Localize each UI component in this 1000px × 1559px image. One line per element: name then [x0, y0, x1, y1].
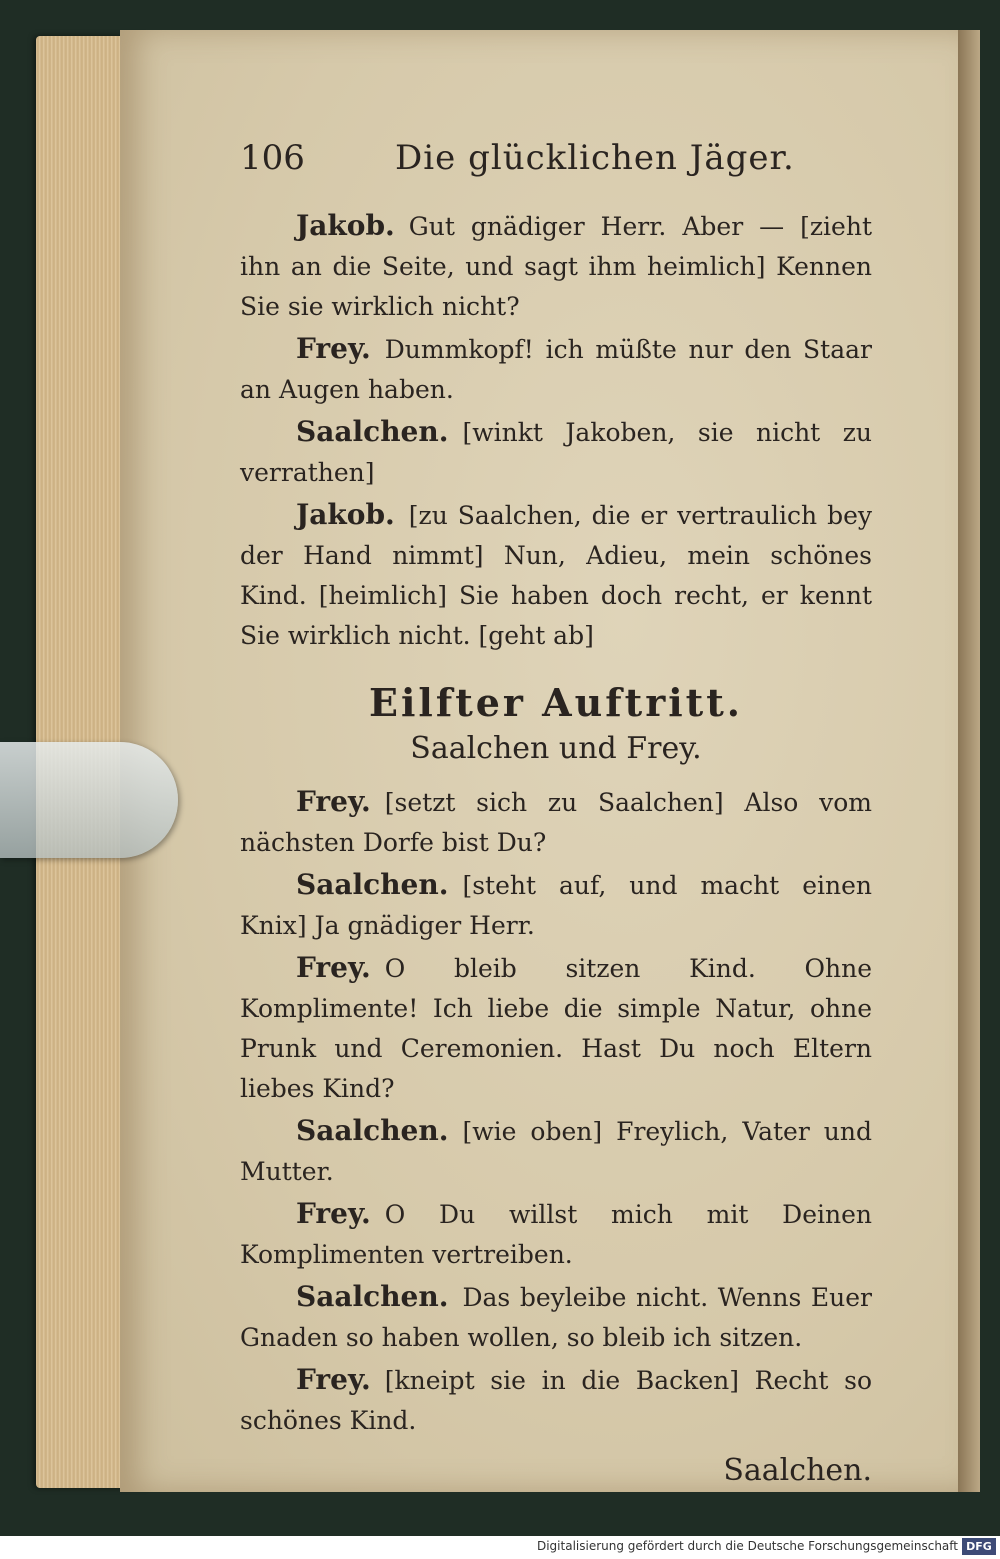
dfg-logo: DFG — [962, 1538, 996, 1555]
dialogue-text: [zu Saalchen, die er vertraulich bey der Hand nimmt] Nun, Adieu, mein schönes Kind. [heimlich] Sie haben doch recht, er kennt Sie wirklich nicht. [geht ab] — [240, 501, 872, 650]
page-clip — [0, 742, 178, 858]
dialogue-paragraph — [240, 1277, 872, 1358]
page-number: 106 — [240, 138, 305, 178]
dialogue-part-2 — [240, 782, 872, 1441]
dialogue-part-1 — [240, 206, 872, 656]
speaker-name: Saalchen. — [296, 415, 449, 448]
speaker-name: Frey. — [296, 785, 371, 818]
speaker-name: Jakob. — [296, 209, 395, 242]
dialogue-text: [setzt sich zu Saalchen] Also vom nächsten Dorfe bist Du? — [240, 788, 872, 857]
scene-title: Eilfter Auftritt. — [369, 680, 743, 725]
page-header — [240, 130, 872, 190]
dialogue-paragraph — [240, 865, 872, 946]
dialogue-paragraph — [240, 495, 872, 656]
speaker-name: Frey. — [296, 951, 371, 984]
speaker-name: Saalchen. — [296, 1280, 449, 1313]
speaker-name: Frey. — [296, 1197, 371, 1230]
speaker-name: Frey. — [296, 1363, 371, 1396]
running-head: Die glücklichen Jäger. — [395, 138, 795, 178]
dialogue-text: [kneipt sie in die Backen] Recht so schönes Kind. — [240, 1366, 872, 1435]
dialogue-paragraph — [240, 206, 872, 327]
dialogue-paragraph — [240, 412, 872, 493]
page-text — [240, 130, 872, 1488]
dialogue-text: Das beyleibe nicht. Wenns Euer Gnaden so haben wollen, so bleib ich sitzen. — [240, 1283, 872, 1352]
dialogue-text: [winkt Jakoben, sie nicht zu verrathen] — [240, 418, 872, 487]
dialogue-paragraph — [240, 1111, 872, 1192]
speaker-name: Saalchen. — [296, 1114, 449, 1147]
scene-persons: Saalchen und Frey. — [410, 731, 702, 766]
dialogue-paragraph — [240, 1360, 872, 1441]
dialogue-text: O bleib sitzen Kind. Ohne Komplimente! Ich liebe die simple Natur, ohne Prunk und Ceremonien. Hast Du noch Eltern liebes Kind? — [240, 954, 872, 1103]
speaker-name: Frey. — [296, 332, 371, 365]
dialogue-text: [wie oben] Freylich, Vater und Mutter. — [240, 1117, 872, 1186]
dialogue-text: Dummkopf! ich müßte nur den Staar an Augen haben. — [240, 335, 872, 404]
dialogue-paragraph — [240, 329, 872, 410]
speaker-name: Jakob. — [296, 498, 395, 531]
dialogue-text: [steht auf, und macht einen Knix] Ja gnädiger Herr. — [240, 871, 872, 940]
dialogue-paragraph — [240, 782, 872, 863]
catchword: Saalchen. — [723, 1453, 872, 1488]
dialogue-paragraph — [240, 1194, 872, 1275]
dialogue-text: O Du willst mich mit Deinen Komplimenten vertreiben. — [240, 1200, 872, 1269]
footer-bar — [0, 1536, 1000, 1559]
funding-credit: Digitalisierung gefördert durch die Deutsche Forschungsgemeinschaft — [536, 1539, 958, 1553]
dialogue-paragraph — [240, 948, 872, 1109]
book-gutter — [958, 30, 980, 1492]
dialogue-text: Gut gnädiger Herr. Aber — [zieht ihn an die Seite, und sagt ihm heimlich] Kennen Sie sie wirklich nicht? — [240, 212, 872, 321]
speaker-name: Saalchen. — [296, 868, 449, 901]
